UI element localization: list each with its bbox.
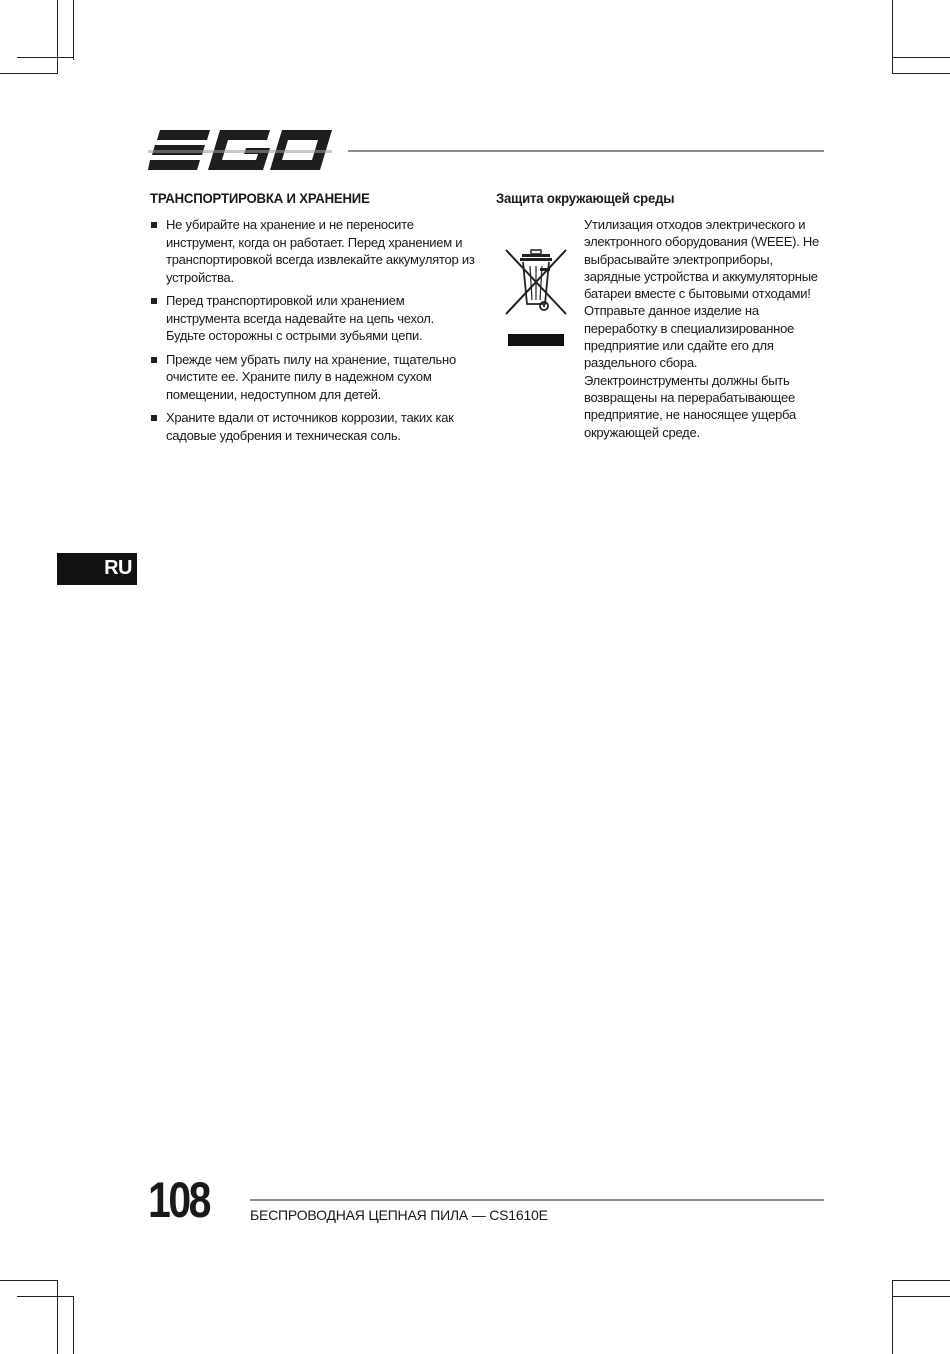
footer-rule <box>250 1199 824 1201</box>
list-item: Прежде чем убрать пилу на хранение, тщательно очистите ее. Храните пилу в надежном сухом помещении, недоступном для детей. <box>150 351 475 404</box>
footer-title: БЕСПРОВОДНАЯ ЦЕПНАЯ ПИЛА — CS1610E <box>250 1207 548 1223</box>
transport-storage-section <box>150 190 475 450</box>
bullet-icon <box>151 222 157 228</box>
weee-paragraph: Утилизация отходов электрического и электронного оборудования (WEEE). Не выбрасывайте электроприборы, зарядные устройства и аккумуляторные батареи вместе с бытовыми отходами! <box>584 217 820 302</box>
list-item: Не убирайте на хранение и не переносите инструмент, когда он работает. Перед хранением и транспортировкой всегда извлекайте аккумулятор из устройства. <box>150 216 475 286</box>
section-title: ТРАНСПОРТИРОВКА И ХРАНЕНИЕ <box>150 190 370 206</box>
bullet-icon <box>151 298 157 304</box>
header-rule <box>348 150 824 152</box>
language-tab <box>57 553 137 585</box>
language-code: RU <box>104 557 132 579</box>
bullet-icon <box>151 415 157 421</box>
weee-paragraph: Электроинструменты должны быть возвращены на перерабатывающее предприятие, не наносящее ущерба окружающей среде. <box>584 372 796 440</box>
list-item: Храните вдали от источников коррозии, таких как садовые удобрения и техническая соль. <box>150 409 475 444</box>
environment-section <box>496 190 826 441</box>
crossed-out-wheelie-bin-icon <box>500 246 572 348</box>
list-item: Перед транспортировкой или хранением инструмента всегда надевайте на цепь чехол. Будьте осторожны с острыми зубьями цепи. <box>150 292 475 345</box>
section-title: Защита окружающей среды <box>496 190 675 206</box>
weee-description <box>584 216 826 441</box>
weee-block <box>496 216 826 441</box>
bullet-list <box>150 216 475 444</box>
bullet-icon <box>151 357 157 363</box>
page-number: 108 <box>148 1172 210 1228</box>
weee-paragraph: Отправьте данное изделие на переработку в специализированное предприятие или сдайте его для раздельного сбора. <box>584 303 795 371</box>
ego-logo <box>148 128 332 172</box>
